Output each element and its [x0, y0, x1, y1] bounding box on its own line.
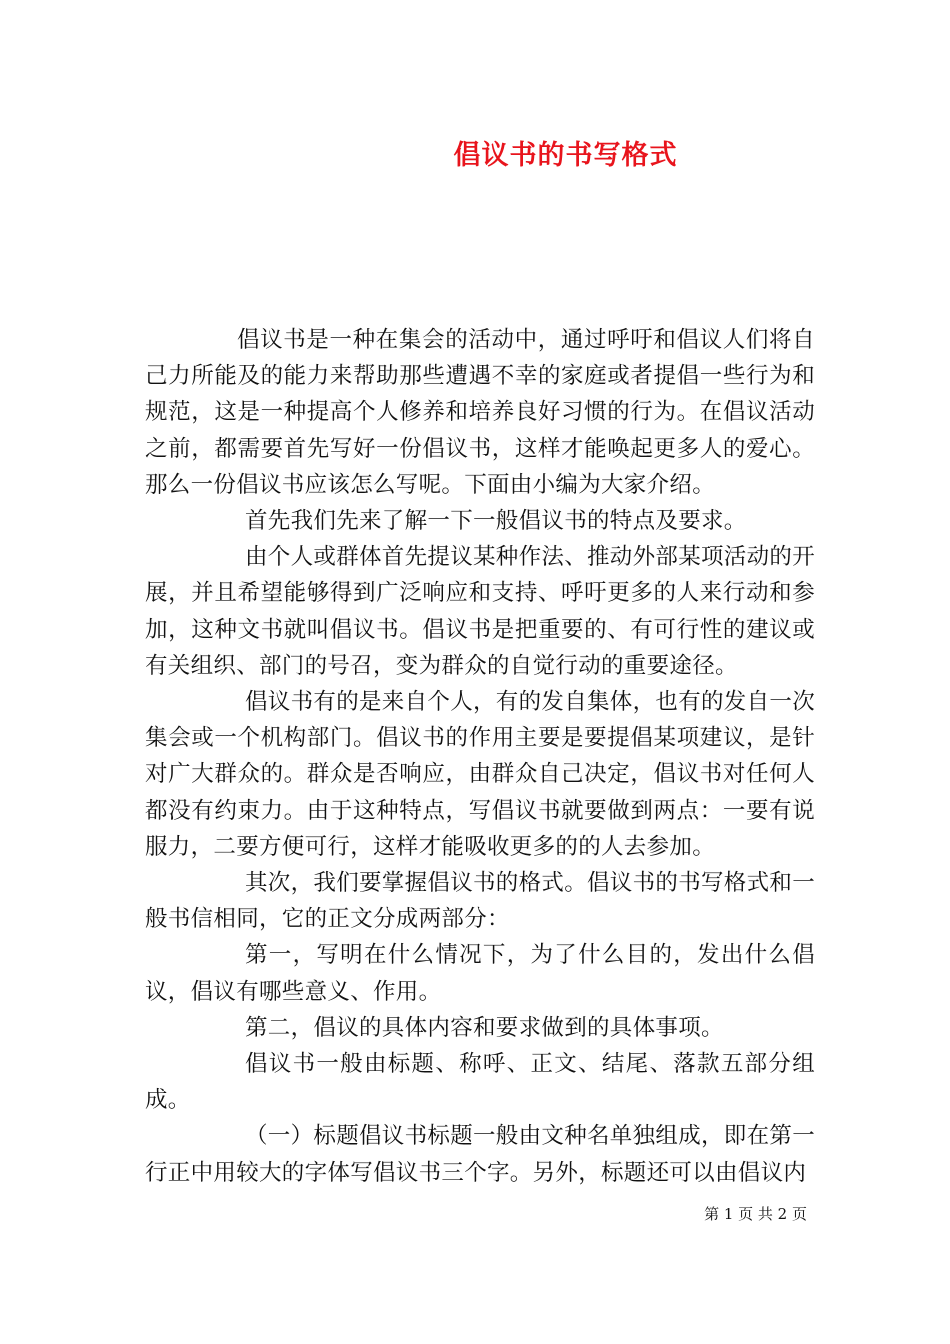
paragraph: 第二，倡议的具体内容和要求做到的具体事项。 [245, 1014, 724, 1041]
document-body [145, 322, 815, 1191]
paragraph: 倡议书一般由标题、称呼、正文、结尾、落款五部分组成。 [145, 1051, 815, 1114]
document-title: 倡议书的书写格式 [453, 140, 678, 171]
page-number-footer: 第 1 页 共 2 页 [704, 1205, 807, 1223]
paragraph: 由个人或群体首先提议某种作法、推动外部某项活动的开展，并且希望能够得到广泛响应和支持、呼吁更多的人来行动和参加，这种文书就叫倡议书。倡议书是把重要的、有可行性的建议或有关组织、部门的号召，变为群众的自觉行动的重要途径。 [145, 544, 816, 679]
paragraph: 首先我们先来了解一下一般倡议书的特点及要求。 [245, 508, 747, 535]
paragraph: 第一，写明在什么情况下，为了什么目的，发出什么倡议，倡议有哪些意义、作用。 [145, 942, 815, 1005]
paragraph: 其次，我们要掌握倡议书的格式。倡议书的书写格式和一般书信相同，它的正文分成两部分： [145, 870, 816, 933]
paragraph: 倡议书有的是来自个人，有的发自集体，也有的发自一次集会或一个机构部门。倡议书的作用主要是要提倡某项建议，是针对广大群众的。群众是否响应，由群众自己决定，倡议书对任何人都没有约束力。由于这种特点，写倡议书就要做到两点：一要有说服力，二要方便可行，这样才能吸收更多的的人去参加。 [145, 689, 816, 860]
paragraph: （一）标题倡议书标题一般由文种名单独组成，即在第一行正中用较大的字体写倡议书三个字。另外，标题还可以由倡议内 [145, 1123, 816, 1186]
paragraph: 倡议书是一种在集会的活动中，通过呼吁和倡议人们将自己力所能及的能力来帮助那些遭遇不幸的家庭或者提倡一些行为和规范，这是一种提高个人修养和培养良好习惯的行为。在倡议活动之前，都需要首先写好一份倡议书，这样才能唤起更多人的爱心。那么一份倡议书应该怎么写呢。下面由小编为大家介绍。 [145, 327, 815, 498]
